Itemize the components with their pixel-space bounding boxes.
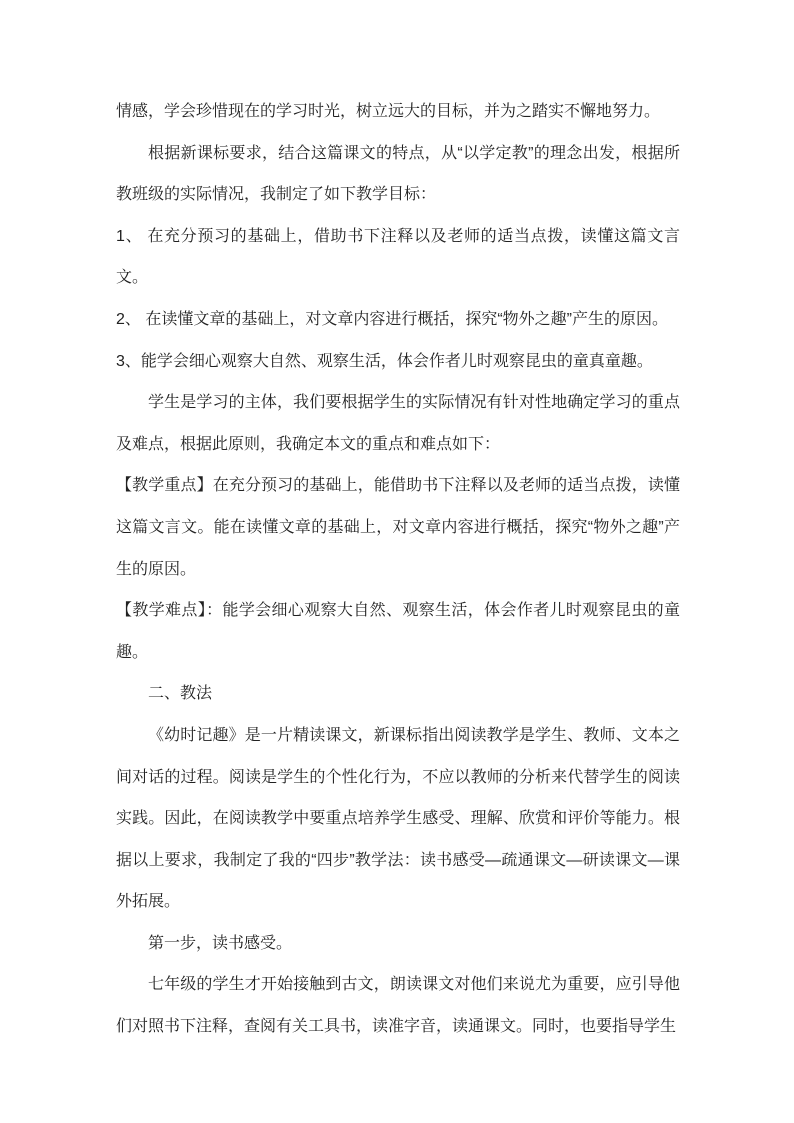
paragraph: 【教学难点】：能学会细心观察大自然、观察生活，体会作者儿时观察昆虫的童趣。 xyxy=(116,602,680,661)
paragraph: 3、能学会细心观察大自然、观察生活，体会作者儿时观察昆虫的童真童趣。 xyxy=(116,352,653,370)
paragraph: 学生是学习的主体，我们要根据学生的实际情况有针对性地确定学习的重点及难点，根据此原则，我确定本文的重点和难点如下： xyxy=(116,394,680,453)
paragraph: 《幼时记趣》是一片精读课文，新课标指出阅读教学是学生、教师、文本之间对话的过程。阅读是学生的个性化行为，不应以教师的分析来代替学生的阅读实践。因此，在阅读教学中要重点培养学生感受、理解、欣赏和评价等能力。根据以上要求，我制定了我的“四步”教学法：读书感受—疏通课文—研读课文—课外拓展。 xyxy=(116,726,680,911)
document-body xyxy=(116,91,680,1048)
paragraph: 2、 在读懂文章的基础上，对文章内容进行概括，探究“物外之趣”产生的原因。 xyxy=(116,310,669,328)
paragraph: 根据新课标要求，结合这篇课文的特点，从“以学定教”的理念出发，根据所教班级的实际情况，我制定了如下教学目标： xyxy=(116,144,680,204)
paragraph: 七年级的学生才开始接触到古文，朗读课文对他们来说尤为重要，应引导他们对照书下注释，查阅有关工具书，读准字音，读通课文。同时，也要指导学生 xyxy=(116,976,680,1036)
paragraph: 二、教法 xyxy=(148,685,213,703)
paragraph: 【教学重点】在充分预习的基础上，能借助书下注释以及老师的适当点拨，读懂这篇文言文。能在读懂文章的基础上，对文章内容进行概括，探究“物外之趣”产生的原因。 xyxy=(116,477,680,578)
paragraph: 情感，学会珍惜现在的学习时光，树立远大的目标，并为之踏实不懈地努力。 xyxy=(116,103,661,120)
paragraph: 1、 在充分预习的基础上，借助书下注释以及老师的适当点拨，读懂这篇文言文。 xyxy=(116,227,680,287)
paragraph: 第一步，读书感受。 xyxy=(148,934,293,952)
